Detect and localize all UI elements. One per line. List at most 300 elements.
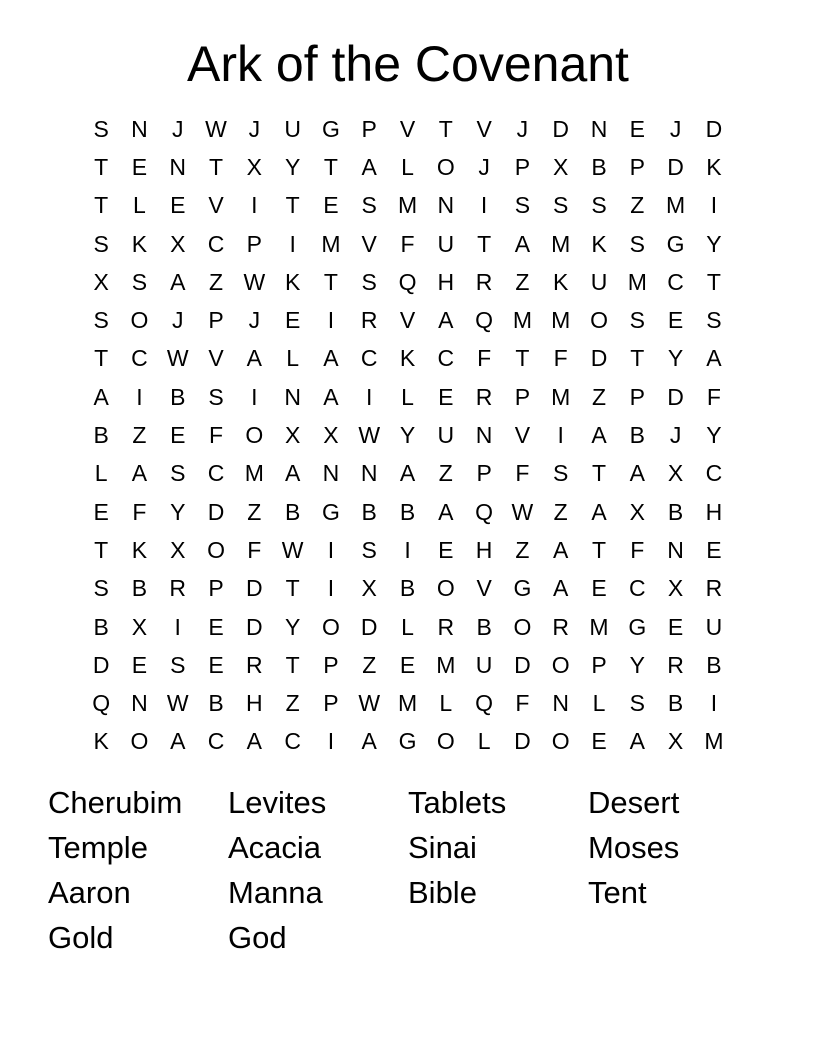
grid-letter: C <box>628 575 646 602</box>
grid-letter: N <box>552 690 570 717</box>
grid-letter: A <box>170 728 186 755</box>
grid-letter: Y <box>284 613 301 640</box>
grid-letter: T <box>630 345 645 372</box>
grid-letter: L <box>477 728 491 755</box>
grid-letter: Z <box>209 268 224 295</box>
grid-letter: A <box>553 536 569 563</box>
grid-letter: Z <box>438 460 453 487</box>
grid-letter: S <box>93 115 109 142</box>
grid-letter: Z <box>630 192 645 219</box>
grid-letter: K <box>399 345 416 372</box>
grid-letter: S <box>93 230 109 257</box>
grid-letter: P <box>246 230 262 257</box>
grid-letter: C <box>131 345 148 372</box>
grid-letter: B <box>667 498 684 525</box>
grid-letter: M <box>704 728 724 755</box>
grid-letter: W <box>358 422 381 449</box>
grid-letter: A <box>438 307 454 334</box>
grid-letter: P <box>476 460 492 487</box>
grid-letter: G <box>321 115 340 142</box>
grid-letter: Z <box>591 383 607 410</box>
grid-letter: V <box>476 115 492 142</box>
grid-letter: T <box>591 536 607 563</box>
grid-letter: P <box>629 383 645 410</box>
grid-letter: Z <box>515 268 530 295</box>
grid-letter: S <box>170 651 186 678</box>
grid-letter: S <box>170 460 186 487</box>
grid-letter: I <box>327 307 335 334</box>
grid-letter: D <box>246 575 263 602</box>
grid-letter: S <box>629 230 645 257</box>
grid-letter: Q <box>92 690 111 717</box>
grid-letter: Q <box>475 498 494 525</box>
grid-letter: R <box>667 651 684 678</box>
word-list-item: Cherubim <box>48 785 183 820</box>
grid-letter: O <box>436 153 455 180</box>
grid-letter: S <box>629 307 645 334</box>
grid-letter: H <box>475 536 493 563</box>
grid-letter: R <box>246 651 263 678</box>
grid-letter: G <box>513 575 532 602</box>
grid-letter: X <box>667 575 684 602</box>
grid-letter: A <box>591 498 607 525</box>
grid-letter: M <box>512 307 532 334</box>
grid-letter: E <box>170 422 186 449</box>
grid-letter: I <box>289 230 296 257</box>
grid-letter: Z <box>285 690 300 717</box>
grid-letter: F <box>706 383 721 410</box>
word-list-item: Gold <box>48 920 114 955</box>
grid-letter: B <box>170 383 186 410</box>
grid-letter: M <box>551 307 571 334</box>
grid-letter: I <box>366 383 373 410</box>
grid-letter: Y <box>706 230 722 257</box>
grid-letter: N <box>667 536 684 563</box>
grid-letter: F <box>209 422 224 449</box>
grid-letter: G <box>628 613 647 640</box>
word-list-item: Levites <box>228 785 327 820</box>
grid-letter: I <box>404 536 411 563</box>
grid-letter: K <box>284 268 301 295</box>
grid-letter: I <box>327 575 335 602</box>
word-list-item: Tablets <box>408 785 507 820</box>
grid-letter: B <box>476 613 492 640</box>
grid-letter: U <box>437 422 455 449</box>
grid-letter: L <box>133 192 146 219</box>
word-list-item: Manna <box>228 875 323 910</box>
grid-letter: W <box>281 536 304 563</box>
grid-letter: A <box>93 383 109 410</box>
grid-letter: S <box>93 307 109 334</box>
grid-letter: L <box>286 345 300 372</box>
grid-letter: U <box>284 115 301 142</box>
word-list <box>48 780 768 960</box>
grid-letter: Q <box>398 268 417 295</box>
grid-letter: L <box>439 690 453 717</box>
grid-letter: D <box>246 613 263 640</box>
grid-letter: M <box>397 192 418 219</box>
grid-letter: B <box>93 422 109 449</box>
grid-letter: M <box>244 460 264 487</box>
grid-letter: D <box>667 153 684 180</box>
grid-letter: O <box>207 536 225 563</box>
grid-letter: N <box>322 460 340 487</box>
grid-letter: I <box>710 192 718 219</box>
grid-letter: N <box>284 383 301 410</box>
grid-letter: F <box>132 498 147 525</box>
grid-letter: E <box>438 383 454 410</box>
grid-letter: K <box>131 230 148 257</box>
grid-letter: S <box>208 383 224 410</box>
grid-letter: V <box>361 230 377 257</box>
grid-letter: N <box>131 690 148 717</box>
grid-letter: I <box>710 690 718 717</box>
grid-letter: P <box>208 307 224 334</box>
word-list-item: Moses <box>588 830 680 865</box>
grid-letter: X <box>170 230 186 257</box>
grid-letter: K <box>706 153 722 180</box>
grid-letter: A <box>629 728 645 755</box>
grid-letter: W <box>166 345 189 372</box>
grid-letter: V <box>514 422 531 449</box>
grid-letter: L <box>401 613 414 640</box>
grid-letter: B <box>93 613 109 640</box>
grid-letter: E <box>591 728 607 755</box>
grid-letter: O <box>436 575 455 602</box>
grid-letter: T <box>94 192 109 219</box>
grid-letter: C <box>207 728 225 755</box>
grid-letter: A <box>246 345 262 372</box>
grid-letter: R <box>475 383 493 410</box>
grid-letter: Z <box>247 498 262 525</box>
grid-letter: B <box>284 498 301 525</box>
grid-letter: A <box>131 460 148 487</box>
grid-letter: A <box>284 460 301 487</box>
letter-grid <box>82 110 733 761</box>
grid-letter: X <box>131 613 148 640</box>
grid-letter: V <box>476 575 492 602</box>
grid-letter: F <box>247 536 262 563</box>
grid-letter: R <box>360 307 378 334</box>
grid-letter: T <box>515 345 530 372</box>
grid-letter: E <box>208 613 224 640</box>
word-list-item: Bible <box>408 875 477 910</box>
grid-letter: X <box>667 728 684 755</box>
grid-letter: J <box>478 153 490 180</box>
grid-letter: K <box>591 230 607 257</box>
grid-letter: L <box>94 460 108 487</box>
grid-letter: B <box>591 153 607 180</box>
grid-letter: G <box>666 230 685 257</box>
grid-letter: K <box>93 728 109 755</box>
grid-letter: E <box>629 115 645 142</box>
grid-letter: R <box>437 613 455 640</box>
grid-letter: X <box>361 575 377 602</box>
grid-letter: R <box>475 268 493 295</box>
grid-letter: R <box>169 575 187 602</box>
grid-letter: E <box>323 192 339 219</box>
grid-letter: C <box>705 460 723 487</box>
grid-letter: A <box>553 575 569 602</box>
grid-letter: T <box>94 345 109 372</box>
grid-letter: A <box>361 728 377 755</box>
grid-letter: S <box>361 536 377 563</box>
grid-letter: D <box>207 498 225 525</box>
grid-letter: A <box>361 153 377 180</box>
grid-letter: H <box>437 268 455 295</box>
grid-letter: C <box>207 230 225 257</box>
grid-letter: X <box>629 498 645 525</box>
word-list-item: Sinai <box>408 830 477 865</box>
grid-letter: O <box>551 728 570 755</box>
grid-letter: I <box>251 192 258 219</box>
grid-letter: U <box>475 651 493 678</box>
grid-letter: B <box>706 651 722 678</box>
grid-letter: T <box>94 153 109 180</box>
grid-letter: T <box>477 230 492 257</box>
grid-letter: I <box>136 383 143 410</box>
grid-letter: T <box>285 651 300 678</box>
grid-letter: T <box>94 536 109 563</box>
grid-letter: S <box>93 575 109 602</box>
grid-letter: A <box>629 460 645 487</box>
grid-letter: Y <box>284 153 301 180</box>
grid-letter: B <box>399 575 416 602</box>
grid-letter: E <box>284 307 301 334</box>
grid-letter: T <box>209 153 224 180</box>
grid-letter: H <box>246 690 263 717</box>
grid-letter: F <box>630 536 645 563</box>
grid-letter: A <box>514 230 531 257</box>
grid-letter: V <box>208 192 224 219</box>
word-list-item: Temple <box>48 830 148 865</box>
grid-letter: X <box>667 460 684 487</box>
grid-letter: I <box>174 613 181 640</box>
grid-letter: J <box>516 115 529 142</box>
grid-letter: D <box>360 613 378 640</box>
grid-letter: D <box>514 651 531 678</box>
grid-letter: J <box>669 422 682 449</box>
grid-letter: V <box>399 307 416 334</box>
grid-letter: V <box>208 345 224 372</box>
grid-letter: M <box>321 230 341 257</box>
grid-letter: B <box>361 498 377 525</box>
grid-letter: J <box>669 115 682 142</box>
grid-letter: E <box>706 536 722 563</box>
grid-letter: M <box>397 690 418 717</box>
grid-letter: U <box>437 230 455 257</box>
grid-letter: Q <box>475 690 494 717</box>
grid-letter: G <box>321 498 340 525</box>
grid-letter: I <box>327 536 335 563</box>
grid-letter: C <box>284 728 301 755</box>
page-title: Ark of the Covenant <box>187 36 629 92</box>
grid-letter: M <box>589 613 609 640</box>
word-list-item: Aaron <box>48 875 131 910</box>
grid-letter: D <box>514 728 531 755</box>
grid-letter: X <box>93 268 109 295</box>
grid-letter: F <box>553 345 568 372</box>
grid-letter: E <box>667 307 684 334</box>
grid-letter: T <box>285 192 300 219</box>
grid-letter: O <box>130 307 149 334</box>
word-list-item: God <box>228 920 287 955</box>
grid-letter: A <box>246 728 262 755</box>
grid-letter: U <box>705 613 723 640</box>
grid-letter: Y <box>706 422 722 449</box>
grid-letter: K <box>131 536 148 563</box>
grid-letter: A <box>323 383 339 410</box>
grid-letter: E <box>170 192 186 219</box>
grid-letter: J <box>171 115 184 142</box>
grid-letter: F <box>515 460 530 487</box>
grid-letter: P <box>514 383 531 410</box>
grid-letter: C <box>437 345 455 372</box>
grid-letter: P <box>323 651 339 678</box>
grid-letter: R <box>705 575 723 602</box>
grid-letter: H <box>705 498 723 525</box>
grid-letter: B <box>208 690 224 717</box>
grid-letter: P <box>208 575 224 602</box>
grid-letter: S <box>553 460 569 487</box>
grid-letter: P <box>323 690 339 717</box>
grid-letter: O <box>551 651 570 678</box>
grid-letter: P <box>361 115 377 142</box>
grid-letter: W <box>243 268 266 295</box>
grid-letter: L <box>592 690 606 717</box>
grid-letter: A <box>323 345 339 372</box>
grid-letter: N <box>475 422 493 449</box>
grid-letter: A <box>399 460 416 487</box>
grid-letter: D <box>92 651 110 678</box>
grid-letter: M <box>436 651 456 678</box>
grid-letter: E <box>131 153 148 180</box>
grid-letter: P <box>591 651 607 678</box>
word-list-item: Acacia <box>228 830 322 865</box>
grid-letter: L <box>401 153 414 180</box>
grid-letter: Z <box>362 651 377 678</box>
grid-letter: O <box>513 613 532 640</box>
grid-letter: S <box>361 268 377 295</box>
grid-letter: N <box>360 460 378 487</box>
grid-letter: Z <box>553 498 568 525</box>
grid-letter: I <box>251 383 258 410</box>
grid-letter: D <box>667 383 684 410</box>
grid-letter: W <box>511 498 534 525</box>
grid-letter: I <box>327 728 335 755</box>
grid-letter: M <box>627 268 647 295</box>
grid-letter: Y <box>629 651 645 678</box>
grid-letter: R <box>552 613 570 640</box>
grid-letter: N <box>437 192 455 219</box>
grid-letter: B <box>399 498 416 525</box>
grid-letter: P <box>514 153 531 180</box>
grid-letter: Y <box>399 422 416 449</box>
grid-letter: D <box>705 115 723 142</box>
grid-letter: O <box>245 422 264 449</box>
grid-letter: X <box>553 153 569 180</box>
grid-letter: B <box>629 422 645 449</box>
grid-letter: U <box>590 268 608 295</box>
grid-letter: E <box>591 575 607 602</box>
grid-letter: V <box>399 115 416 142</box>
grid-letter: W <box>205 115 227 142</box>
grid-letter: F <box>400 230 415 257</box>
grid-letter: X <box>246 153 262 180</box>
grid-letter: J <box>248 307 261 334</box>
grid-letter: A <box>591 422 607 449</box>
grid-letter: X <box>170 536 186 563</box>
grid-letter: A <box>706 345 722 372</box>
grid-letter: A <box>170 268 186 295</box>
grid-letter: M <box>551 383 571 410</box>
grid-letter: C <box>207 460 225 487</box>
grid-letter: S <box>706 307 722 334</box>
grid-letter: S <box>553 192 569 219</box>
grid-letter: E <box>438 536 454 563</box>
grid-letter: T <box>323 153 338 180</box>
word-list-item: Tent <box>588 875 647 910</box>
grid-letter: Y <box>170 498 186 525</box>
grid-letter: T <box>323 268 338 295</box>
grid-letter: E <box>93 498 109 525</box>
grid-letter: S <box>361 192 377 219</box>
grid-letter: L <box>401 383 414 410</box>
word-list-item: Desert <box>588 785 680 820</box>
grid-letter: J <box>171 307 184 334</box>
grid-letter: X <box>323 422 339 449</box>
grid-letter: T <box>706 268 721 295</box>
grid-letter: O <box>436 728 455 755</box>
grid-letter: F <box>477 345 492 372</box>
grid-letter: S <box>131 268 148 295</box>
grid-letter: S <box>591 192 607 219</box>
grid-letter: F <box>515 690 530 717</box>
grid-letter: S <box>629 690 645 717</box>
grid-letter: S <box>514 192 531 219</box>
grid-letter: N <box>131 115 148 142</box>
grid-letter: A <box>438 498 454 525</box>
grid-letter: C <box>360 345 378 372</box>
grid-letter: J <box>248 115 261 142</box>
grid-letter: O <box>130 728 149 755</box>
grid-letter: B <box>131 575 148 602</box>
grid-letter: P <box>629 153 645 180</box>
grid-letter: E <box>208 651 224 678</box>
grid-letter: K <box>553 268 569 295</box>
grid-letter: N <box>590 115 608 142</box>
grid-letter: I <box>557 422 564 449</box>
grid-letter: Z <box>515 536 530 563</box>
grid-letter: Y <box>667 345 684 372</box>
grid-letter: N <box>169 153 187 180</box>
grid-letter: X <box>284 422 301 449</box>
grid-letter: Z <box>132 422 147 449</box>
grid-letter: O <box>590 307 608 334</box>
grid-letter: C <box>667 268 684 295</box>
grid-letter: E <box>131 651 148 678</box>
grid-letter: O <box>321 613 340 640</box>
grid-letter: I <box>480 192 488 219</box>
grid-letter: T <box>591 460 607 487</box>
grid-letter: W <box>358 690 381 717</box>
grid-letter: Q <box>475 307 494 334</box>
grid-letter: T <box>285 575 300 602</box>
grid-letter: D <box>590 345 608 372</box>
grid-letter: M <box>666 192 686 219</box>
grid-letter: E <box>667 613 684 640</box>
grid-letter: T <box>438 115 453 142</box>
